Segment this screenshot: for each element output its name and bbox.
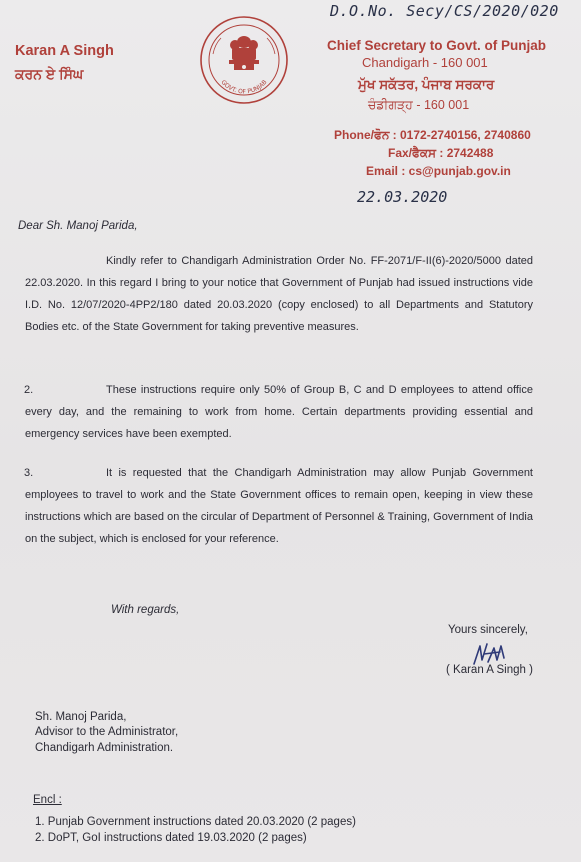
svg-text:GOVT. OF PUNJAB <box>219 79 268 96</box>
office-city: Chandigarh - 160 001 <box>362 55 488 70</box>
closing: Yours sincerely, <box>448 624 528 636</box>
state-emblem-icon <box>199 14 289 106</box>
paragraph-3 <box>25 462 533 550</box>
paragraph-3-number: 3. <box>24 467 34 479</box>
paragraph-2-text: These instructions require only 50% of Group B, C and D employees to attend office every day, and the remaining to work from home. Certain departments providing essential and emergency services have been exempted. <box>25 384 533 440</box>
paragraph-1-text: Kindly refer to Chandigarh Administration Order No. FF-2071/F-II(6)-2020/5000 dated 22.03.2020. In this regard I bring to your notice that Government of Punjab had issued instructions vide I.D. No. 12/07/2020-4PP2/180 dated 20.03.2020 (copy enclosed) to all Departments and Statutory Bodies etc. of the State Government for taking preventive measures. <box>25 255 533 333</box>
addressee-designation: Advisor to the Administrator, <box>35 726 179 738</box>
reference-number: D.O.No. Secy/CS/2020/020 <box>330 2 559 20</box>
office-title: Chief Secretary to Govt. of Punjab <box>327 38 547 53</box>
sender-name: Karan A Singh <box>15 43 114 59</box>
emblem-outer-text: GOVT. OF PUNJAB <box>219 78 269 96</box>
paragraph-3-text: It is requested that the Chandigarh Administration may allow Punjab Government employees to travel to work and the State Government offices to remain open, keeping in view these instructions which are based on the circular of Department of Personnel & Training, Government of India on the subject, which is enclosed for your reference. <box>25 467 533 545</box>
addressee-office: Chandigarh Administration. <box>35 742 174 754</box>
phone-line: Phone/ਫੋਨ : 0172-2740156, 2740860 <box>334 128 531 142</box>
office-city-punjabi: ਚੰਡੀਗੜ੍ਹ - 160 001 <box>368 98 470 112</box>
paragraph-1 <box>25 250 533 338</box>
regards: With regards, <box>111 604 180 616</box>
enclosure-item-1: 1. Punjab Government instructions dated 20.03.2020 (2 pages) <box>35 816 356 828</box>
sender-name-punjabi: ਕਰਨ ਏ ਸਿੰਘ <box>15 66 84 82</box>
addressee-name: Sh. Manoj Parida, <box>35 711 127 723</box>
email-line: Email : cs@punjab.gov.in <box>366 164 511 178</box>
office-title-punjabi: ਮੁੱਖ ਸਕੱਤਰ, ਪੰਜਾਬ ਸਰਕਾਰ <box>358 77 495 92</box>
signatory-name: ( Karan A Singh ) <box>446 664 533 676</box>
enclosures-heading: Encl : <box>33 794 62 806</box>
letter-date: 22.03.2020 <box>357 188 448 206</box>
fax-line: Fax/ਫੈਕਸ : 2742488 <box>388 146 494 160</box>
salutation: Dear Sh. Manoj Parida, <box>18 220 138 232</box>
enclosure-item-2: 2. DoPT, GoI instructions dated 19.03.2020 (2 pages) <box>35 832 307 844</box>
paragraph-2 <box>25 379 533 445</box>
paragraph-2-number: 2. <box>24 384 34 396</box>
